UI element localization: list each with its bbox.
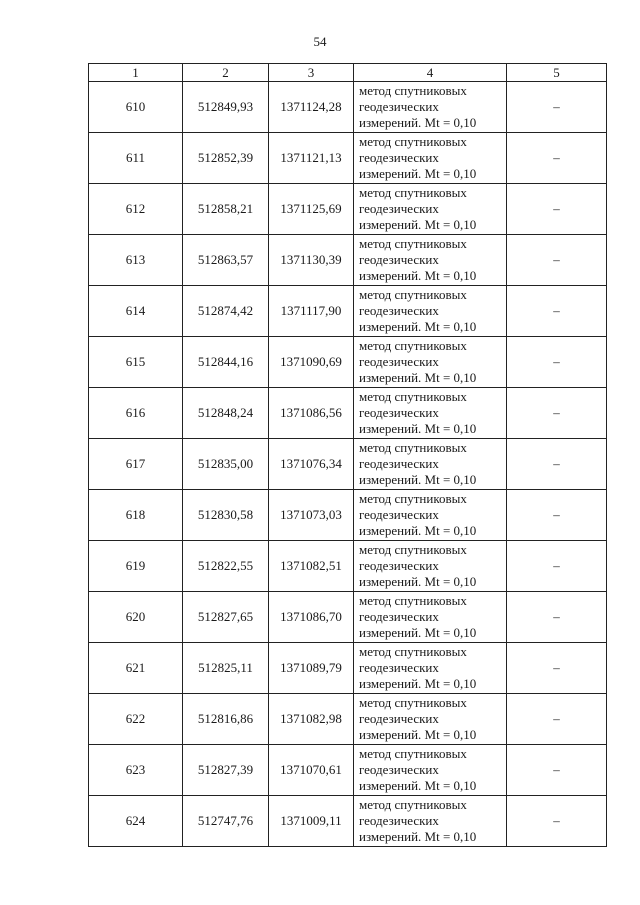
method-text-line: метод спутниковых	[359, 83, 467, 98]
x-coordinate-cell: 512863,57	[183, 235, 269, 286]
y-coordinate-cell: 1371089,79	[269, 643, 354, 694]
note-cell: –	[507, 286, 607, 337]
table-row	[89, 643, 607, 694]
note-cell: –	[507, 184, 607, 235]
method-cell	[354, 235, 507, 286]
point-number-cell: 611	[89, 133, 183, 184]
note-cell: –	[507, 133, 607, 184]
x-coordinate-cell: 512858,21	[183, 184, 269, 235]
x-coordinate-cell: 512874,42	[183, 286, 269, 337]
method-cell	[354, 82, 507, 133]
method-text-line: метод спутниковых	[359, 491, 467, 506]
point-number-cell: 624	[89, 796, 183, 847]
y-coordinate-cell: 1371086,70	[269, 592, 354, 643]
method-text-line: метод спутниковых	[359, 746, 467, 761]
note-cell: –	[507, 235, 607, 286]
method-cell	[354, 694, 507, 745]
method-cell	[354, 541, 507, 592]
method-text-line: геодезических	[359, 150, 439, 165]
method-cell	[354, 388, 507, 439]
y-coordinate-cell: 1371086,56	[269, 388, 354, 439]
method-cell	[354, 643, 507, 694]
method-text-line: геодезических	[359, 711, 439, 726]
y-coordinate-cell: 1371076,34	[269, 439, 354, 490]
column-header-2: 2	[183, 64, 269, 82]
point-number-cell: 622	[89, 694, 183, 745]
note-cell: –	[507, 643, 607, 694]
method-text-line: измерений. Mt = 0,10	[359, 625, 477, 640]
table-row	[89, 388, 607, 439]
method-text-line: геодезических	[359, 354, 439, 369]
column-header-4: 4	[354, 64, 507, 82]
method-text-line: геодезических	[359, 558, 439, 573]
method-text-line: метод спутниковых	[359, 389, 467, 404]
method-text-line: измерений. Mt = 0,10	[359, 778, 477, 793]
table-body	[89, 82, 607, 847]
method-text-line: геодезических	[359, 303, 439, 318]
method-text-line: измерений. Mt = 0,10	[359, 115, 477, 130]
method-text-line: измерений. Mt = 0,10	[359, 727, 477, 742]
method-text-line: метод спутниковых	[359, 236, 467, 251]
method-text-line: метод спутниковых	[359, 185, 467, 200]
y-coordinate-cell: 1371124,28	[269, 82, 354, 133]
column-header-5: 5	[507, 64, 607, 82]
method-text-line: измерений. Mt = 0,10	[359, 217, 477, 232]
method-text-line: метод спутниковых	[359, 797, 467, 812]
y-coordinate-cell: 1371073,03	[269, 490, 354, 541]
x-coordinate-cell: 512827,39	[183, 745, 269, 796]
method-text-line: метод спутниковых	[359, 644, 467, 659]
note-cell: –	[507, 796, 607, 847]
method-text-line: метод спутниковых	[359, 134, 467, 149]
method-text-line: измерений. Mt = 0,10	[359, 472, 477, 487]
table-row	[89, 796, 607, 847]
method-text-line: измерений. Mt = 0,10	[359, 319, 477, 334]
method-text-line: геодезических	[359, 99, 439, 114]
y-coordinate-cell: 1371082,98	[269, 694, 354, 745]
table-row	[89, 439, 607, 490]
point-number-cell: 612	[89, 184, 183, 235]
point-number-cell: 618	[89, 490, 183, 541]
method-cell	[354, 184, 507, 235]
note-cell: –	[507, 337, 607, 388]
method-cell	[354, 745, 507, 796]
method-text-line: геодезических	[359, 405, 439, 420]
note-cell: –	[507, 541, 607, 592]
method-cell	[354, 439, 507, 490]
y-coordinate-cell: 1371009,11	[269, 796, 354, 847]
table-row	[89, 235, 607, 286]
x-coordinate-cell: 512844,16	[183, 337, 269, 388]
x-coordinate-cell: 512830,58	[183, 490, 269, 541]
table-row	[89, 184, 607, 235]
point-number-cell: 616	[89, 388, 183, 439]
table-row	[89, 490, 607, 541]
method-text-line: измерений. Mt = 0,10	[359, 166, 477, 181]
column-header-3: 3	[269, 64, 354, 82]
y-coordinate-cell: 1371090,69	[269, 337, 354, 388]
table-row	[89, 592, 607, 643]
x-coordinate-cell: 512822,55	[183, 541, 269, 592]
coordinates-table	[88, 63, 607, 847]
note-cell: –	[507, 388, 607, 439]
method-text-line: измерений. Mt = 0,10	[359, 829, 477, 844]
x-coordinate-cell: 512849,93	[183, 82, 269, 133]
table-row	[89, 133, 607, 184]
method-cell	[354, 133, 507, 184]
x-coordinate-cell: 512848,24	[183, 388, 269, 439]
method-text-line: измерений. Mt = 0,10	[359, 268, 477, 283]
method-text-line: метод спутниковых	[359, 338, 467, 353]
table-row	[89, 337, 607, 388]
note-cell: –	[507, 82, 607, 133]
x-coordinate-cell: 512835,00	[183, 439, 269, 490]
method-cell	[354, 286, 507, 337]
note-cell: –	[507, 490, 607, 541]
y-coordinate-cell: 1371130,39	[269, 235, 354, 286]
x-coordinate-cell: 512747,76	[183, 796, 269, 847]
table-row	[89, 745, 607, 796]
point-number-cell: 615	[89, 337, 183, 388]
y-coordinate-cell: 1371121,13	[269, 133, 354, 184]
page-number: 54	[313, 34, 327, 49]
method-text-line: геодезических	[359, 762, 439, 777]
point-number-cell: 614	[89, 286, 183, 337]
method-text-line: геодезических	[359, 609, 439, 624]
point-number-cell: 613	[89, 235, 183, 286]
method-text-line: метод спутниковых	[359, 695, 467, 710]
method-cell	[354, 592, 507, 643]
method-text-line: геодезических	[359, 201, 439, 216]
y-coordinate-cell: 1371125,69	[269, 184, 354, 235]
method-text-line: метод спутниковых	[359, 287, 467, 302]
table-row	[89, 82, 607, 133]
point-number-cell: 610	[89, 82, 183, 133]
method-cell	[354, 337, 507, 388]
method-text-line: измерений. Mt = 0,10	[359, 421, 477, 436]
table-row	[89, 694, 607, 745]
method-text-line: измерений. Mt = 0,10	[359, 676, 477, 691]
y-coordinate-cell: 1371082,51	[269, 541, 354, 592]
note-cell: –	[507, 745, 607, 796]
method-text-line: геодезических	[359, 813, 439, 828]
x-coordinate-cell: 512825,11	[183, 643, 269, 694]
y-coordinate-cell: 1371070,61	[269, 745, 354, 796]
method-cell	[354, 490, 507, 541]
x-coordinate-cell: 512827,65	[183, 592, 269, 643]
table-row	[89, 541, 607, 592]
method-text-line: геодезических	[359, 507, 439, 522]
method-cell	[354, 796, 507, 847]
method-text-line: измерений. Mt = 0,10	[359, 370, 477, 385]
y-coordinate-cell: 1371117,90	[269, 286, 354, 337]
method-text-line: измерений. Mt = 0,10	[359, 574, 477, 589]
note-cell: –	[507, 694, 607, 745]
column-header-1: 1	[89, 64, 183, 82]
note-cell: –	[507, 592, 607, 643]
x-coordinate-cell: 512816,86	[183, 694, 269, 745]
method-text-line: метод спутниковых	[359, 440, 467, 455]
method-text-line: метод спутниковых	[359, 542, 467, 557]
point-number-cell: 620	[89, 592, 183, 643]
method-text-line: геодезических	[359, 456, 439, 471]
table-header	[89, 64, 607, 82]
table-row	[89, 286, 607, 337]
header-row	[89, 64, 607, 82]
point-number-cell: 623	[89, 745, 183, 796]
method-text-line: измерений. Mt = 0,10	[359, 523, 477, 538]
point-number-cell: 617	[89, 439, 183, 490]
point-number-cell: 619	[89, 541, 183, 592]
method-text-line: метод спутниковых	[359, 593, 467, 608]
x-coordinate-cell: 512852,39	[183, 133, 269, 184]
note-cell: –	[507, 439, 607, 490]
point-number-cell: 621	[89, 643, 183, 694]
method-text-line: геодезических	[359, 660, 439, 675]
method-text-line: геодезических	[359, 252, 439, 267]
